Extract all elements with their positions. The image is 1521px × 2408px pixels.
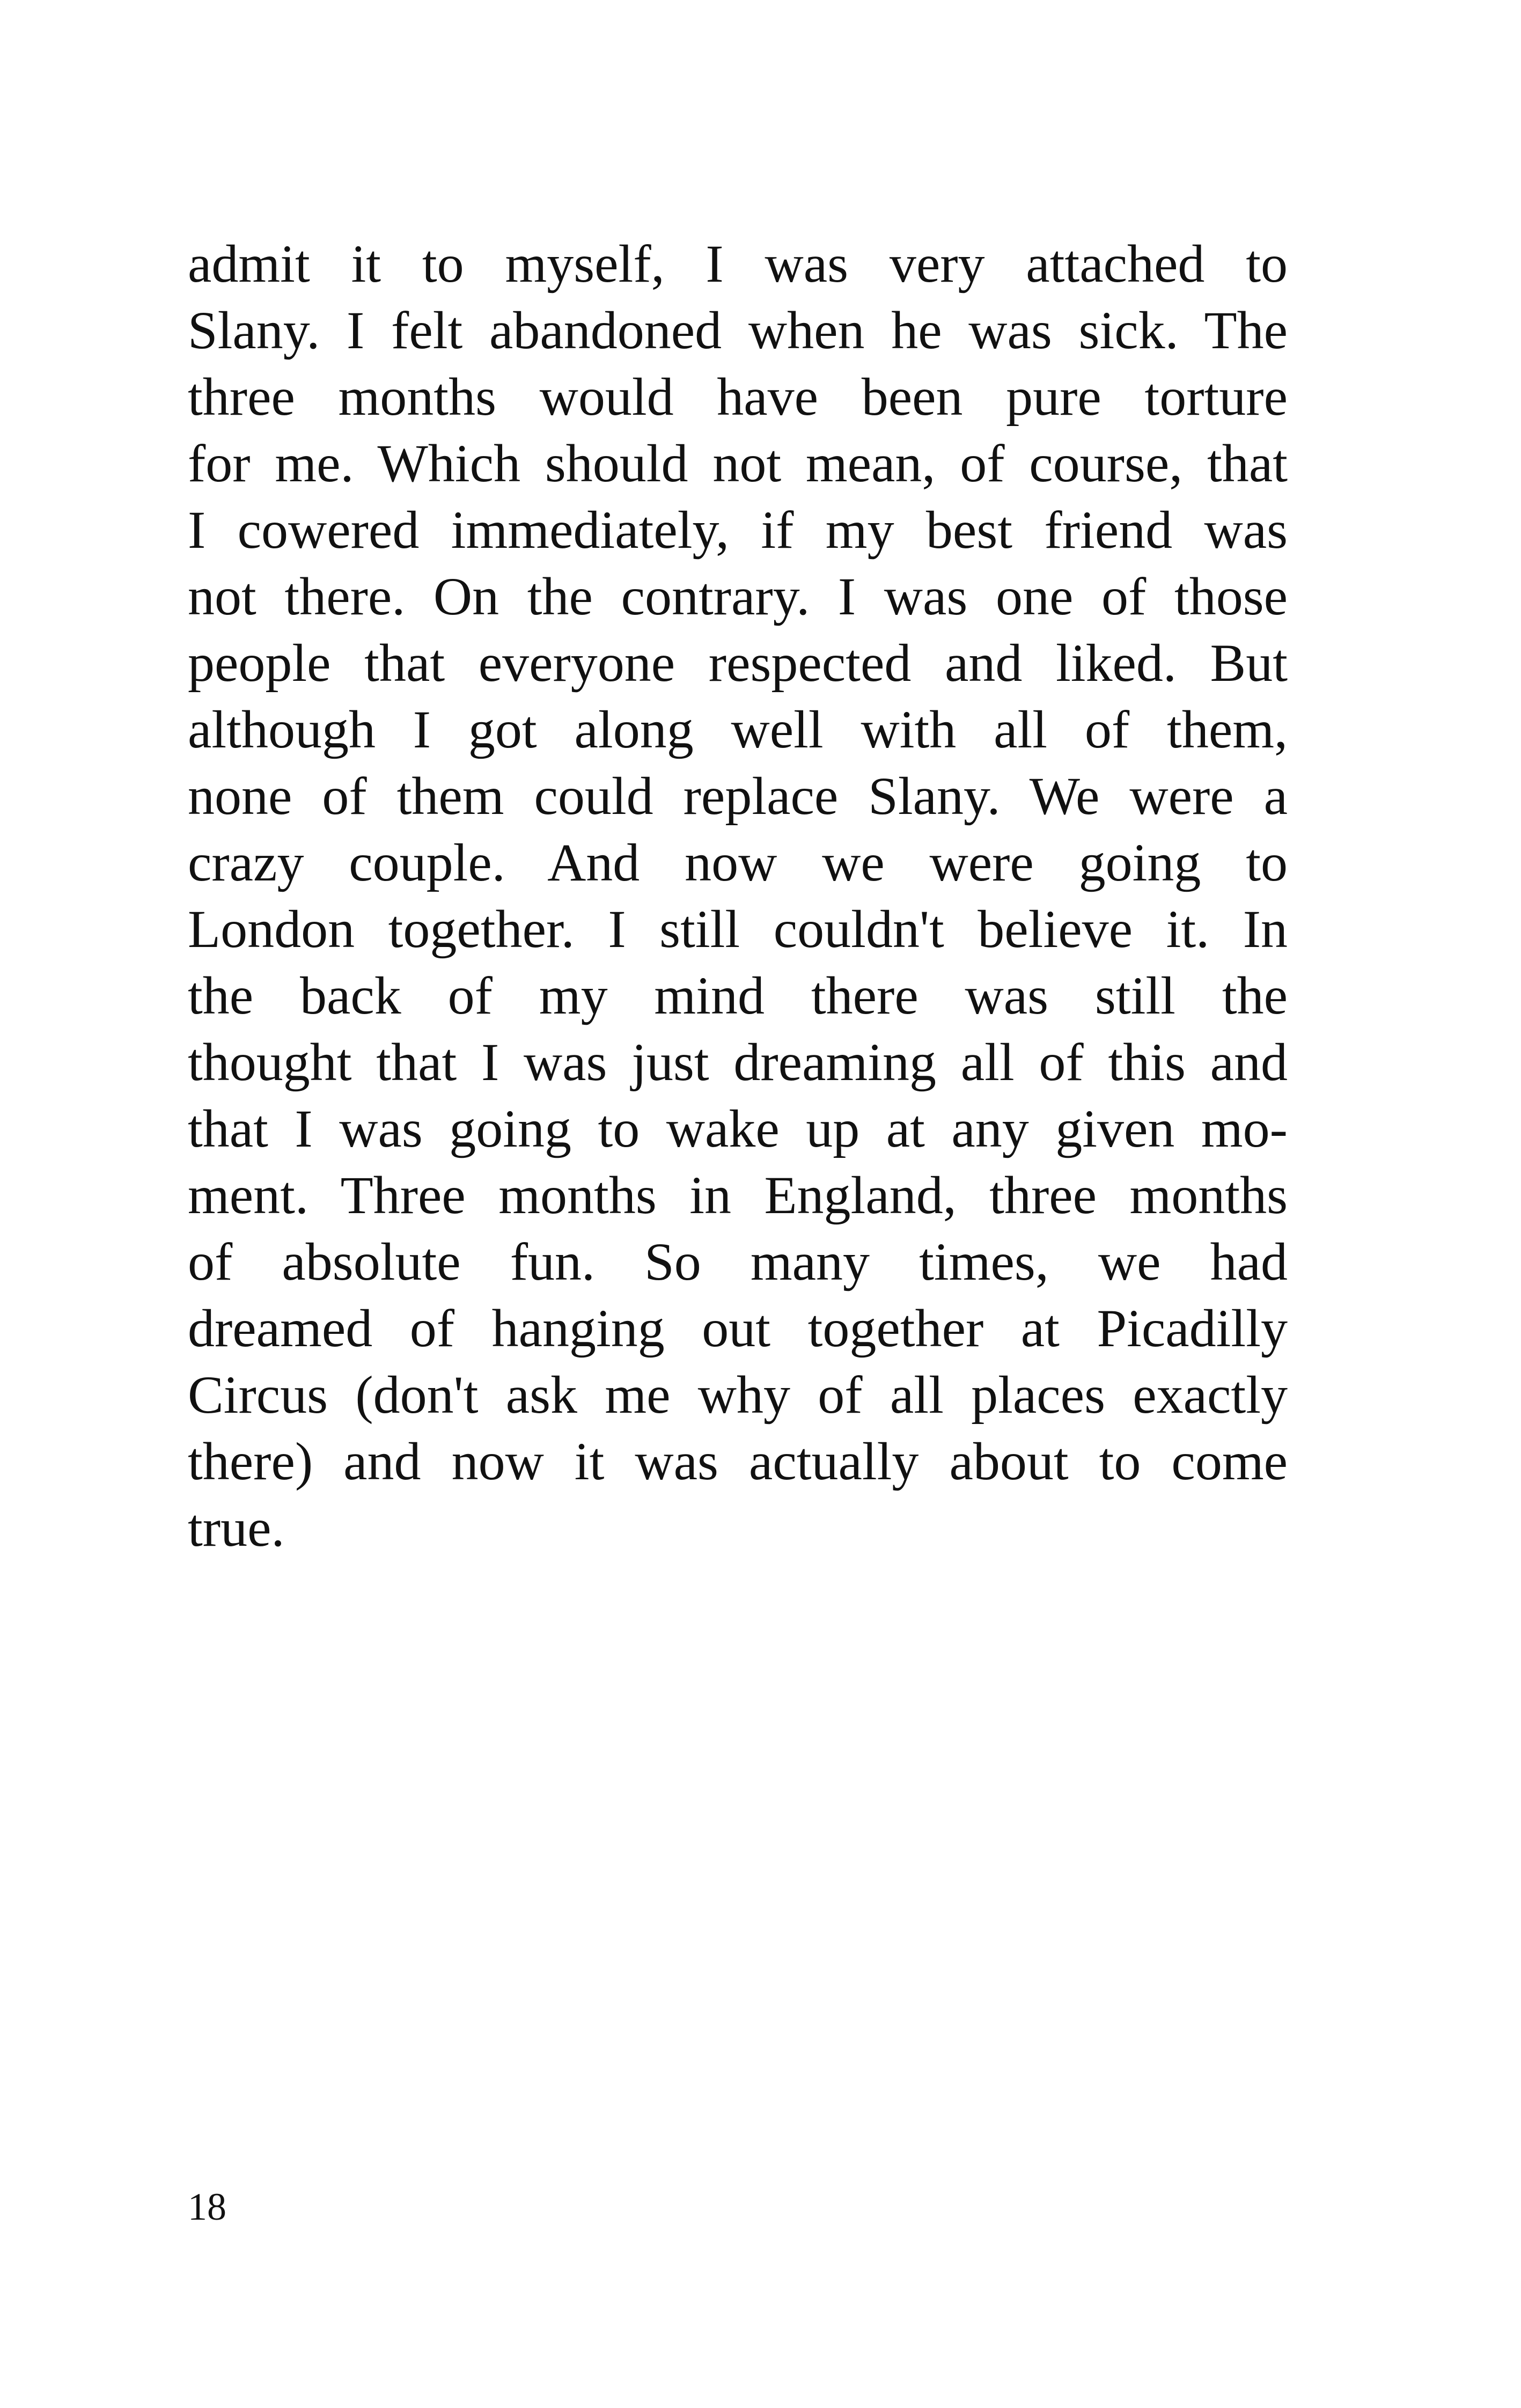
text-line: Circus (don't ask me why of all places exactly	[188, 1365, 1288, 1425]
text-line: Slany. I felt abandoned when he was sick. The	[188, 300, 1288, 360]
text-line: that I was going to wake up at any given mo-	[188, 1099, 1288, 1158]
text-line: ment. Three months in England, three months	[188, 1165, 1288, 1225]
text-line: three months would have been pure torture	[188, 367, 1288, 427]
text-line: for me. Which should not mean, of course, that	[188, 434, 1288, 493]
text-line: true.	[188, 1498, 285, 1558]
text-line: of absolute fun. So many times, we had	[188, 1232, 1288, 1291]
text-line: thought that I was just dreaming all of this and	[188, 1032, 1288, 1092]
text-line: admit it to myself, I was very attached to	[188, 234, 1288, 293]
text-line: people that everyone respected and liked. But	[188, 633, 1288, 693]
text-line: the back of my mind there was still the	[188, 966, 1288, 1025]
text-line: there) and now it was actually about to come	[188, 1431, 1288, 1491]
text-line: crazy couple. And now we were going to	[188, 833, 1288, 892]
text-line: I cowered immediately, if my best friend was	[188, 500, 1288, 560]
text-line: London together. I still couldn't believe it. In	[188, 899, 1288, 959]
text-line: although I got along well with all of them,	[188, 700, 1288, 759]
text-line: none of them could replace Slany. We were a	[188, 766, 1288, 826]
page-number: 18	[188, 2185, 226, 2228]
body-paragraph	[188, 231, 1288, 1561]
text-line: dreamed of hanging out together at Picadilly	[188, 1298, 1288, 1358]
text-line: not there. On the contrary. I was one of those	[188, 567, 1288, 626]
